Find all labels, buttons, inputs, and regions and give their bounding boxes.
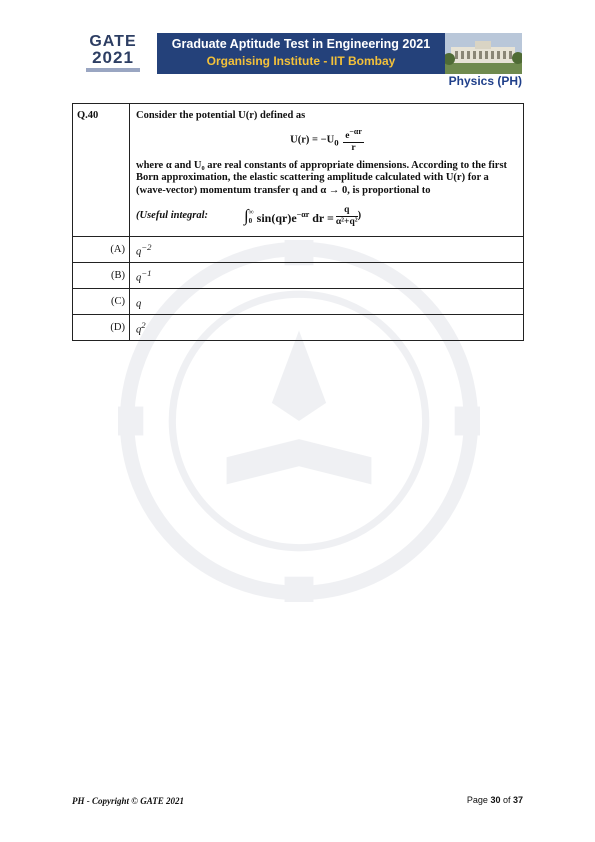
integral-upper: ∞ xyxy=(248,207,254,216)
equation-fraction xyxy=(343,126,364,154)
option-label: (D) xyxy=(73,315,130,341)
option-row-c xyxy=(73,289,524,315)
logo-year: 2021 xyxy=(92,48,134,67)
page-total: 37 xyxy=(512,795,523,805)
question-intro: Consider the potential U(r) defined as xyxy=(136,110,306,121)
question-text: where α and U₀ are real constants of appropriate dimensions. According to the first Born approximation, the elastic scattering amplitude calculated with U(r) for a (wave-vector) momentum transfer q and α → 0, is proportional to xyxy=(136,159,508,196)
option-base: q xyxy=(136,246,142,258)
equation-lhs: U(r) = −U xyxy=(290,133,335,145)
potential-equation xyxy=(136,126,518,154)
integral-exp: −αr xyxy=(296,209,310,219)
equation-lhs-sub: 0 xyxy=(334,137,339,148)
banner-subtitle: Organising Institute - IIT Bombay xyxy=(206,54,396,68)
option-base: q xyxy=(136,324,142,336)
logo-strip xyxy=(86,68,140,72)
page-prefix: Page xyxy=(466,795,491,805)
footer-copyright: PH - Copyright © GATE 2021 xyxy=(72,796,184,806)
option-value xyxy=(130,289,524,315)
integral-result-den: α²+q² xyxy=(335,217,358,228)
integral-dr: dr = xyxy=(312,210,334,225)
question-row xyxy=(73,104,524,237)
equation-den: r xyxy=(351,142,356,153)
equation-num: e xyxy=(345,130,350,141)
logo-word: GATE xyxy=(89,33,137,50)
option-exp: 2 xyxy=(141,319,146,330)
integral-lower: 0 xyxy=(248,216,253,225)
integral-expr: sin(qr)e xyxy=(256,210,297,225)
option-label: (C) xyxy=(73,289,130,315)
option-row-a xyxy=(73,237,524,263)
footer-page-number xyxy=(467,795,523,805)
option-exp: −2 xyxy=(141,241,152,252)
iit-building-photo xyxy=(445,33,522,74)
option-value xyxy=(130,263,524,289)
page-sep: of xyxy=(500,795,513,805)
integral-result xyxy=(336,205,358,228)
option-label: (B) xyxy=(73,263,130,289)
banner-title: Graduate Aptitude Test in Engineering 2021 xyxy=(171,37,431,51)
question-table xyxy=(72,103,524,341)
question-body xyxy=(130,104,524,237)
subject-label: Physics (PH) xyxy=(448,74,522,88)
option-value xyxy=(130,315,524,341)
option-base: q xyxy=(136,272,142,284)
option-label: (A) xyxy=(73,237,130,263)
question-number: Q.40 xyxy=(73,104,130,237)
option-row-d xyxy=(73,315,524,341)
gate-logo xyxy=(72,33,154,75)
integral-limits xyxy=(249,208,254,226)
page-current: 30 xyxy=(490,795,501,805)
option-value xyxy=(130,237,524,263)
option-base: q xyxy=(136,298,142,310)
option-row-b xyxy=(73,263,524,289)
header-banner xyxy=(157,33,522,74)
equation-num-sup: −αr xyxy=(349,126,362,136)
useful-label: (Useful integral: xyxy=(136,210,209,222)
integral-sign: ∫ xyxy=(244,206,249,226)
option-exp: −1 xyxy=(141,267,152,278)
integral-result-num: q xyxy=(336,205,358,217)
useful-close: ) xyxy=(357,210,362,222)
useful-integral xyxy=(136,205,518,228)
